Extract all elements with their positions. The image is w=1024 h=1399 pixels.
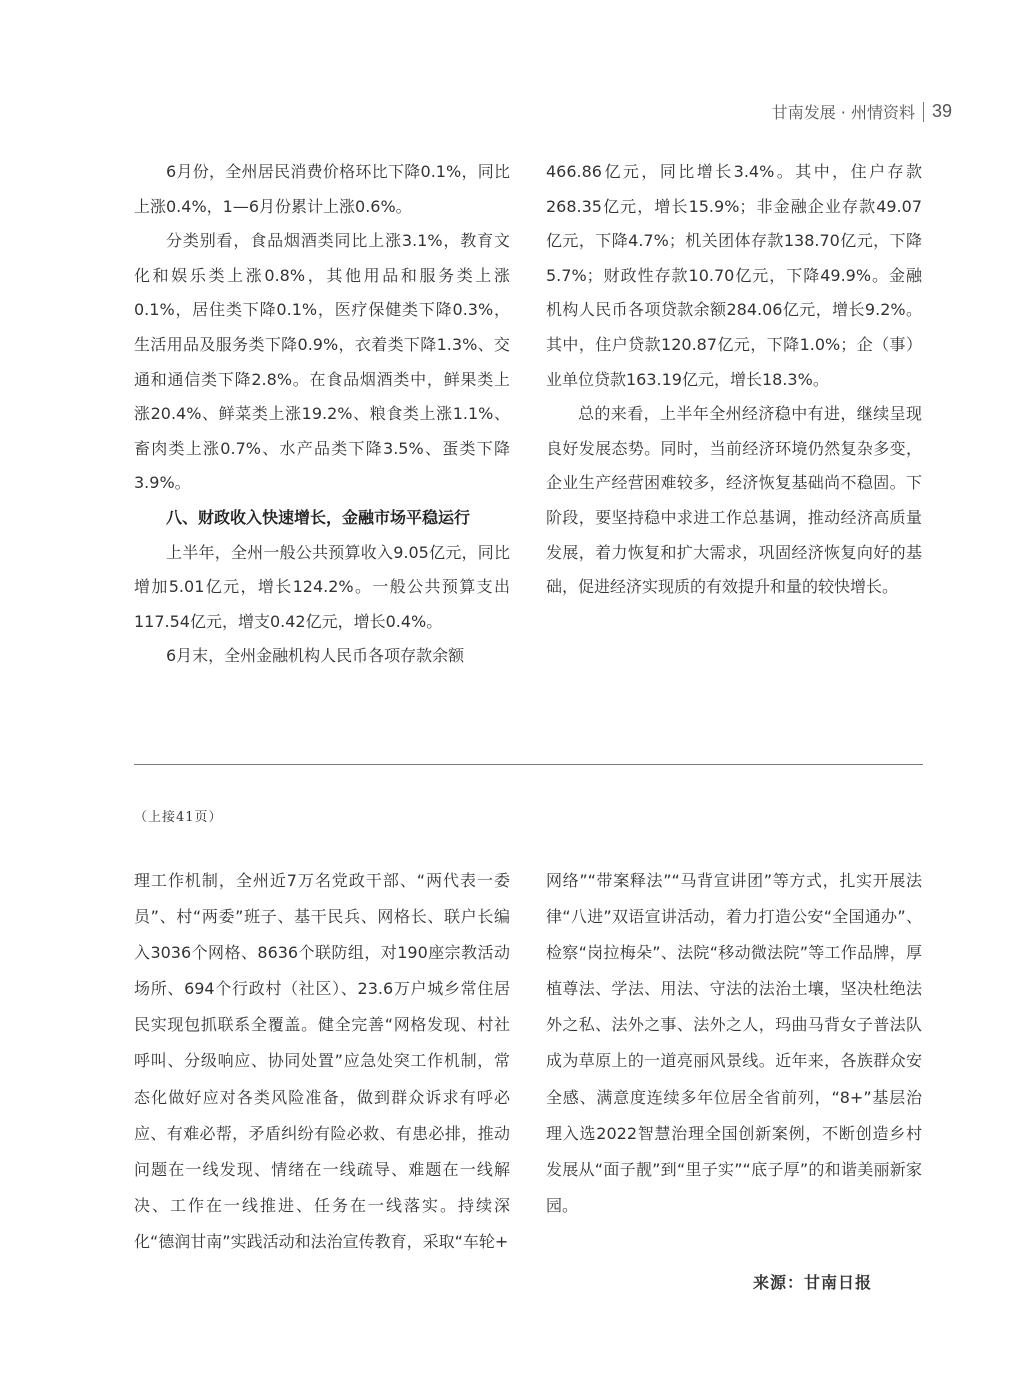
- source-credit: 来源：甘南日报: [752, 1273, 872, 1292]
- section-divider: [134, 764, 923, 765]
- top-right-column: [546, 155, 922, 605]
- paragraph: 6月末，全州金融机构人民币各项存款余额: [166, 646, 465, 666]
- bottom-right-column: [546, 863, 922, 1224]
- top-left-column: [134, 155, 510, 674]
- continued-note: （上接41页）: [134, 810, 223, 825]
- paragraph: 分类别看，食品烟酒类同比上涨3.1%，教育文化和娱乐类上涨0.8%，其他用品和服务类上涨0.1%，居住类下降0.1%，医疗保健类下降0.3%，生活用品及服务类下降0.9%，衣着类下降1.3%、交通和通信类下降2.8%。在食品烟酒类中，鲜果类上涨20.4%、鲜菜类上涨19.2%、粮食类上涨1.1%、畜肉类上涨0.7%、水产品类下降3.5%、蛋类下降3.9%。: [134, 231, 510, 493]
- paragraph: 466.86亿元，同比增长3.4%。其中，住户存款268.35亿元，增长15.9%；非金融企业存款49.07亿元，下降4.7%；机关团体存款138.70亿元，下降5.7%；财政性存款10.70亿元，下降49.9%。金融机构人民币各项贷款余额284.06亿元，增长9.2%。其中，住户贷款120.87亿元，下降1.0%；企（事）业单位贷款163.19亿元，增长18.3%。: [546, 162, 922, 389]
- page-header: [772, 100, 952, 123]
- header-divider: [923, 102, 924, 122]
- bottom-left-column: [134, 863, 510, 1260]
- paragraph: 6月份，全州居民消费价格环比下降0.1%，同比上涨0.4%，1—6月份累计上涨0.6%。: [134, 162, 510, 216]
- paragraph: 网络”“带案释法”“马背宣讲团”等方式，扎实开展法律“八进”双语宣讲活动，着力打造公安“全国通办”、检察“岗拉梅朵”、法院“移动微法院”等工作品牌，厚植尊法、学法、用法、守法的法治土壤，坚决杜绝法外之私、法外之事、法外之人，玛曲马背女子普法队成为草原上的一道亮丽风景线。近年来，各族群众安全感、满意度连续多年位居全省前列，“8+”基层治理入选2022智慧治理全国创新案例，不断创造乡村发展从“面子靓”到“里子实”“底子厚”的和谐美丽新家园。: [546, 871, 922, 1215]
- paragraph: 总的来看，上半年全州经济稳中有进，继续呈现良好发展态势。同时，当前经济环境仍然复杂多变，企业生产经营困难较多，经济恢复基础尚不稳固。下阶段，要坚持稳中求进工作总基调，推动经济高质量发展，着力恢复和扩大需求，巩固经济恢复向好的基础，促进经济实现质的有效提升和量的较快增长。: [546, 404, 922, 597]
- paragraph: 上半年，全州一般公共预算收入9.05亿元，同比增加5.01亿元，增长124.2%。一般公共预算支出117.54亿元，增支0.42亿元，增长0.4%。: [134, 542, 510, 631]
- page-number: 39: [931, 101, 952, 121]
- publication-title: 甘南发展 · 州情资料: [771, 103, 915, 122]
- paragraph: 理工作机制，全州近7万名党政干部、“两代表一委员”、村“两委”班子、基干民兵、网格长、联户长编入3036个网格、8636个联防组，对190座宗教活动场所、694个行政村（社区）、23.6万户城乡常住居民实现包抓联系全覆盖。健全完善“网格发现、村社呼叫、分级响应、协同处置”应急处突工作机制，常态化做好应对各类风险准备，做到群众诉求有呼必应、有难必帮，矛盾纠纷有险必救、有患必排，推动问题在一线发现、情绪在一线疏导、难题在一线解决、工作在一线推进、任务在一线落实。持续深化“德润甘南”实践活动和法治宣传教育，采取“车轮+: [134, 871, 510, 1251]
- section-heading: 八、财政收入快速增长，金融市场平稳运行: [166, 507, 471, 527]
